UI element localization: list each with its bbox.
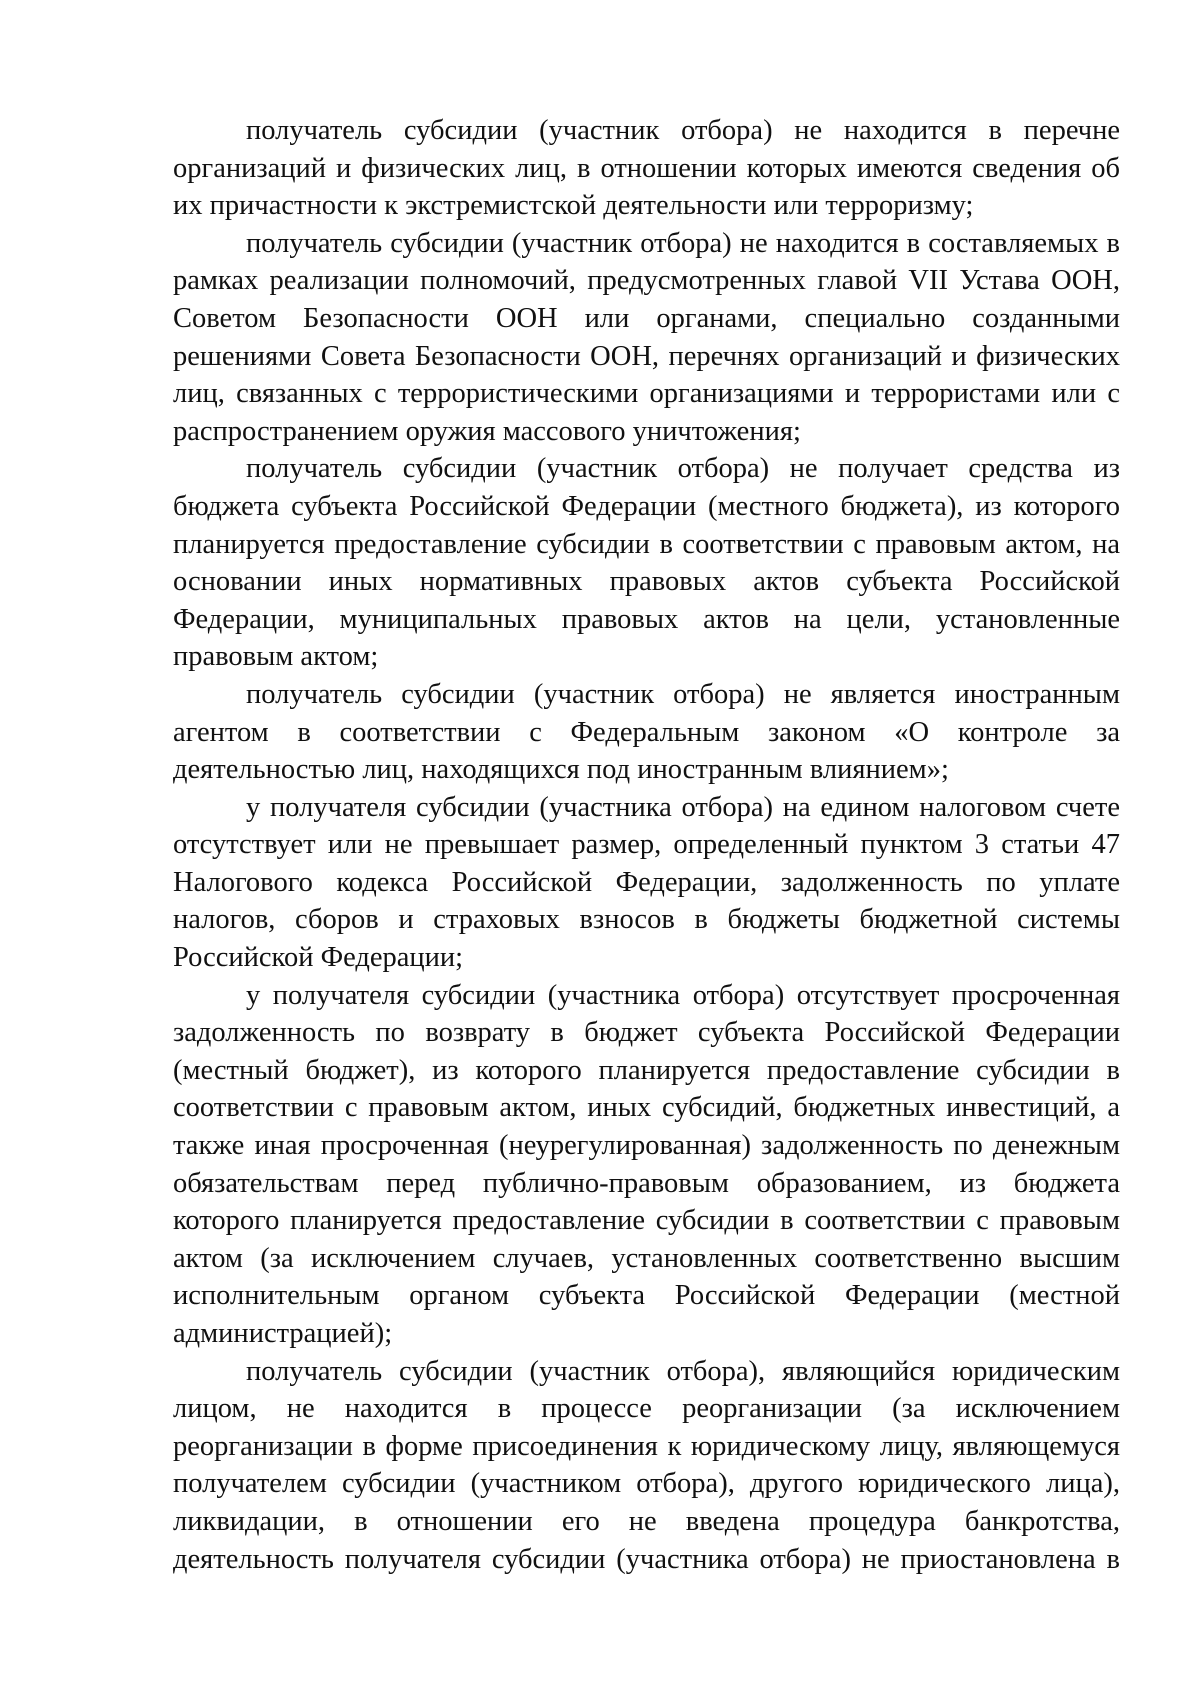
- paragraph-un-lists: получатель субсидии (участник отбора) не находится в составляемых в рамках реализации полномочий, предусмотренных главой VII Устава ООН, Советом Безопасности ООН или органами, специально созданными решениями Совета Безопасности ООН, перечнях организаций и физических лиц, связанных с террористическими организациями и террористами или с распространением оружия массового уничтожения;: [173, 227, 1120, 447]
- document-body: [173, 112, 1120, 1578]
- paragraph-extremism-list: получатель субсидии (участник отбора) не находится в перечне организаций и физических лиц, в отношении которых имеются сведения об их причастности к экстремистской деятельности или терроризму;: [173, 115, 1120, 222]
- paragraph-overdue-debt: у получателя субсидии (участника отбора) отсутствует просроченная задолженность по возврату в бюджет субъекта Российской Федерации (местный бюджет), из которого планируется предоставление субсидии в соответствии с правовым актом, иных субсидий, бюджетных инвестиций, а также иная просроченная (неурегулированная) задолженность по денежным обязательствам перед публично-правовым образованием, из бюджета которого планируется предоставление субсидии в соответствии с правовым актом (за исключением случаев, установленных соответственно высшим исполнительным органом субъекта Российской Федерации (местной администрацией);: [173, 979, 1120, 1349]
- paragraph-reorganization: получатель субсидии (участник отбора), являющийся юридическим лицом, не находится в процессе реорганизации (за исключением реорганизации в форме присоединения к юридическому лицу, являющемуся получателем субсидии (участником отбора), другого юридического лица), ликвидации, в отношении его не введена процедура банкротства, деятельность получателя субсидии (участника отбора) не приостановлена в: [173, 1355, 1120, 1575]
- paragraph-foreign-agent: получатель субсидии (участник отбора) не является иностранным агентом в соответствии с Федеральным законом «О контроле за деятельностью лиц, находящихся под иностранным влиянием»;: [173, 678, 1120, 786]
- paragraph-budget-funds: получатель субсидии (участник отбора) не получает средства из бюджета субъекта Российской Федерации (местного бюджета), из которого планируется предоставление субсидии в соответствии с правовым актом, на основании иных нормативных правовых актов субъекта Российской Федерации, муниципальных правовых актов на цели, установленные правовым актом;: [173, 453, 1120, 673]
- paragraph-tax-debt: у получателя субсидии (участника отбора) на едином налоговом счете отсутствует или не превышает размер, определенный пунктом 3 статьи 47 Налогового кодекса Российской Федерации, задолженность по уплате налогов, сборов и страховых взносов в бюджеты бюджетной системы Российской Федерации;: [173, 791, 1120, 974]
